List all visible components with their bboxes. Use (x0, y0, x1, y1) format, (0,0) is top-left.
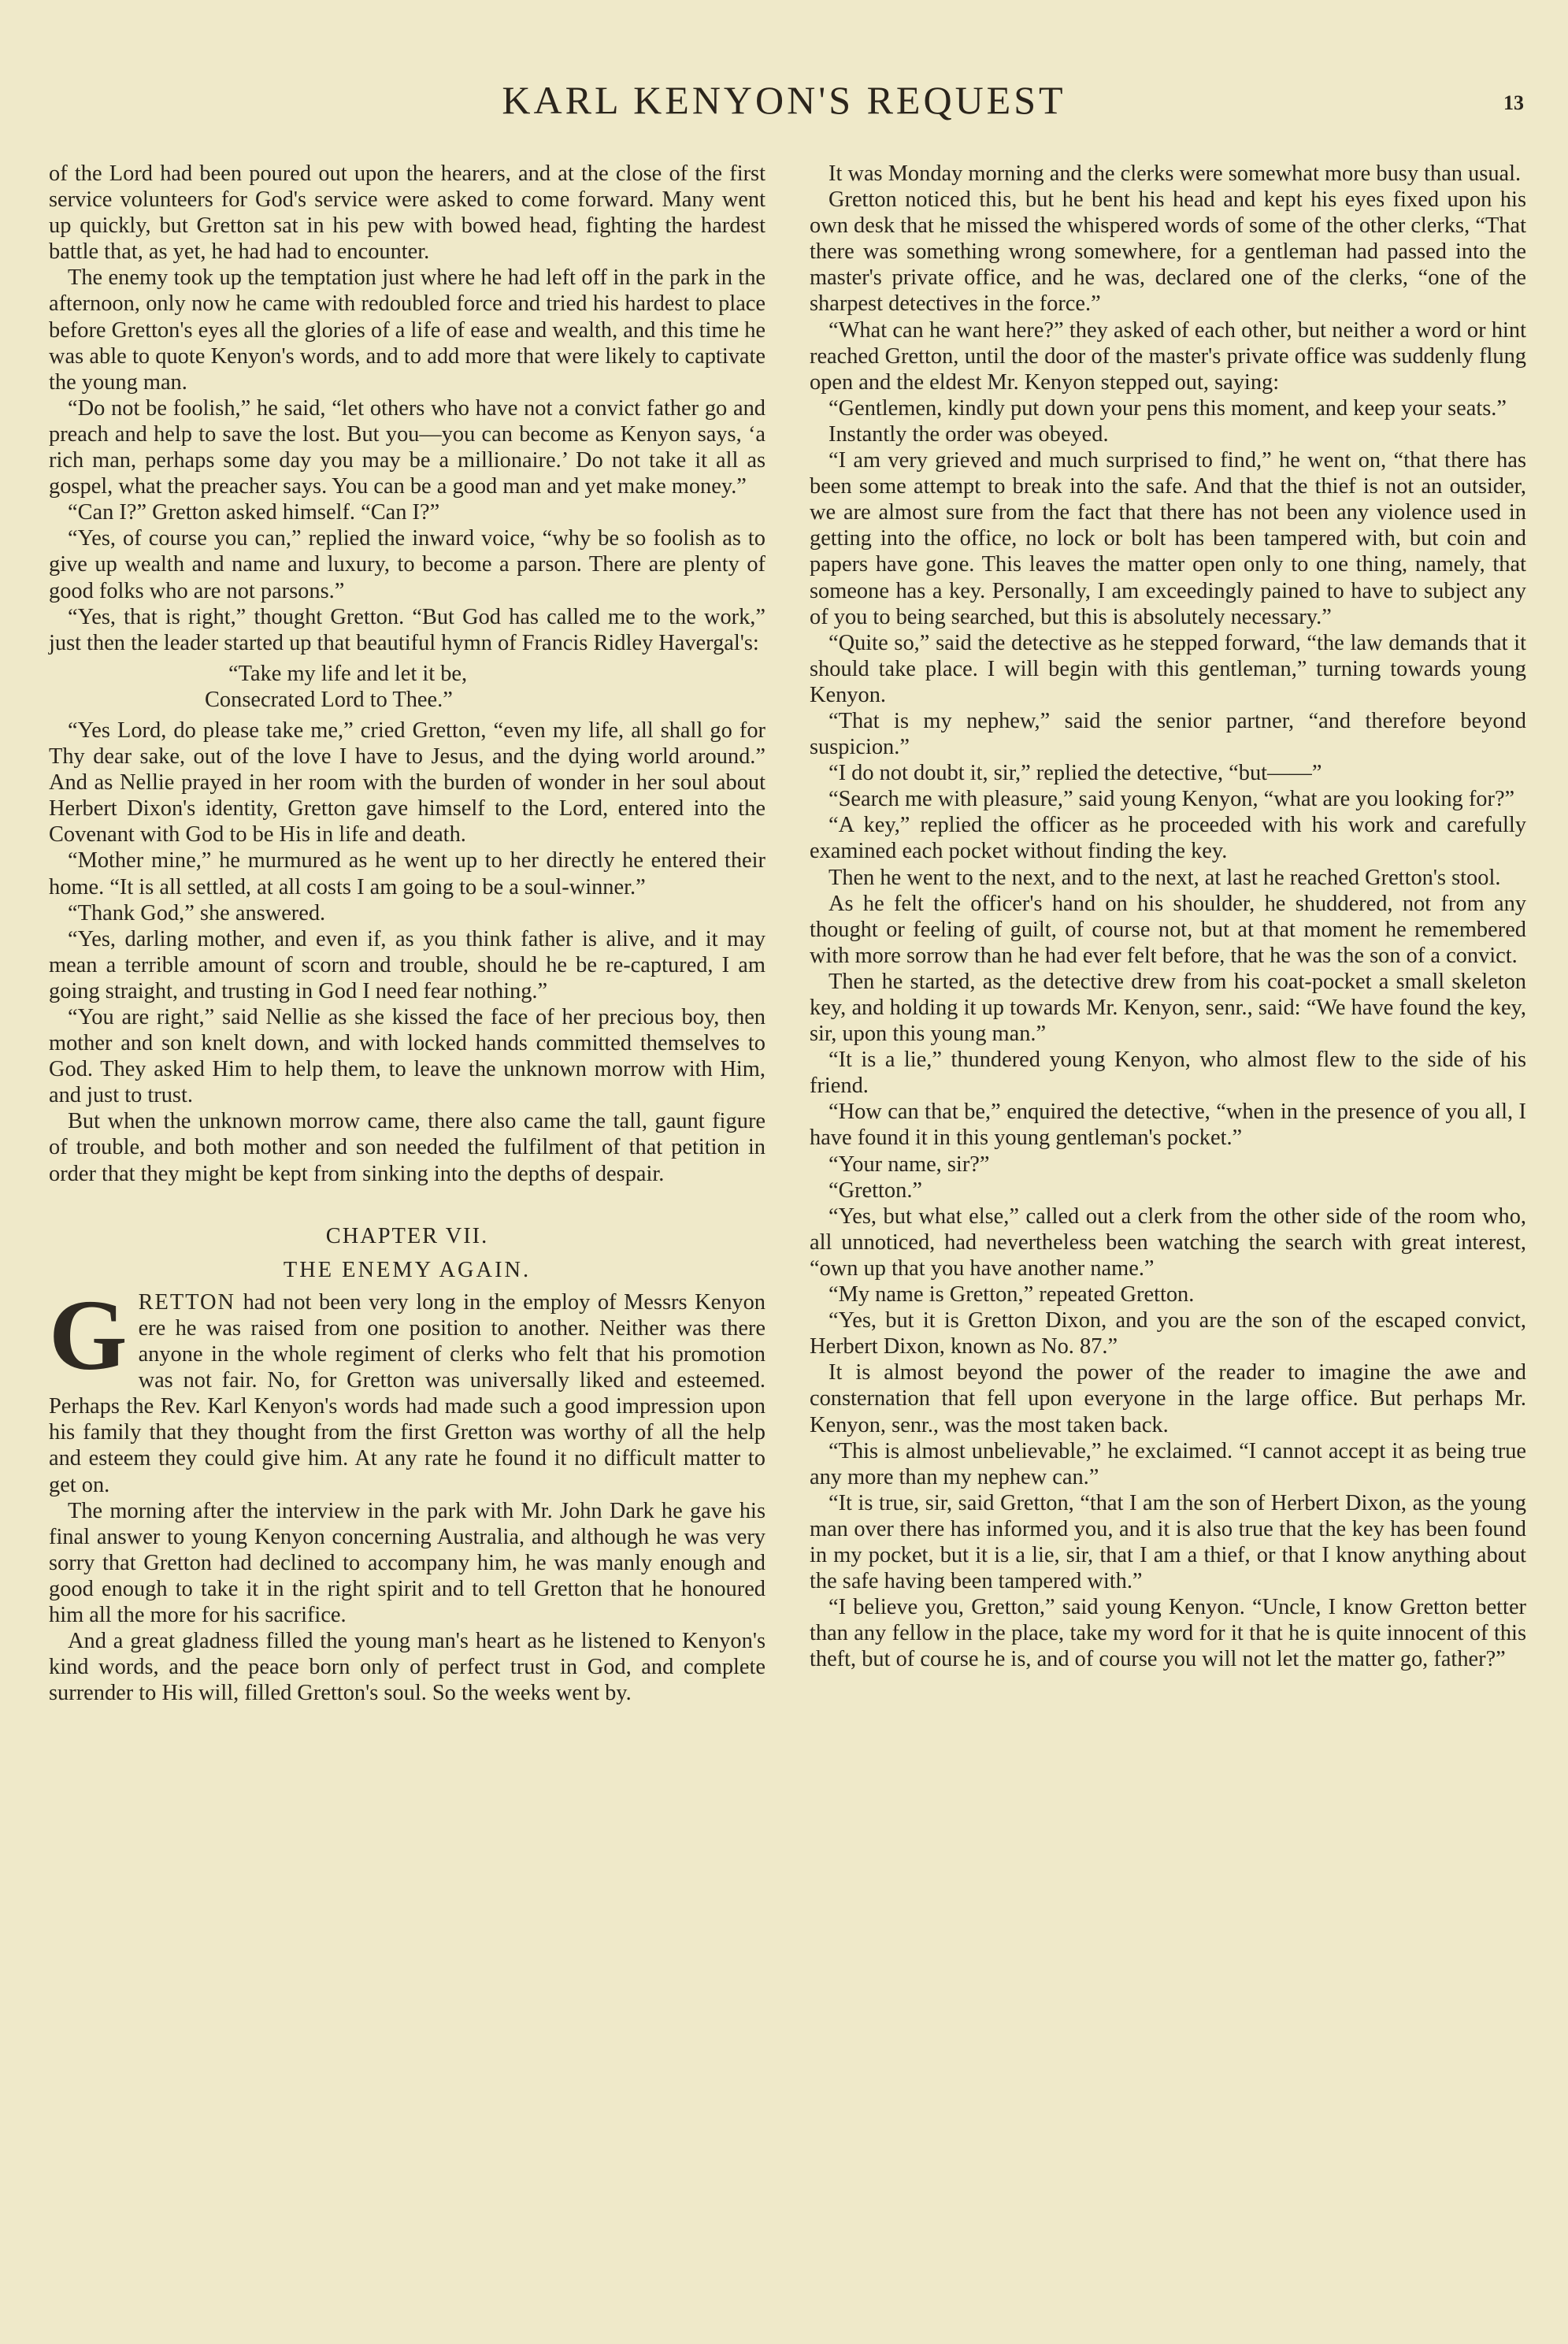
chapter-heading (49, 1223, 765, 1283)
paragraph: “Your name, sir?” (828, 1152, 990, 1177)
paragraph: “It is a lie,” thundered young Kenyon, who almost flew to the side of his friend. (810, 1048, 1526, 1099)
verse-line: Consecrated Lord to Thee.” (205, 687, 453, 712)
paragraph: “Yes, but it is Gretton Dixon, and you are the son of the escaped convict, Herbert Dixon, known as No. 87.” (810, 1308, 1526, 1359)
paragraph: But when the unknown morrow came, there also came the tall, gaunt figure of trouble, and both mother and son needed the fulfilment of that petition in order that they might be kept from sinking into the depths of despair. (49, 1109, 765, 1186)
paragraph: “Gentlemen, kindly put down your pens this moment, and keep your seats.” (828, 395, 1507, 421)
paragraph: Gretton noticed this, but he bent his head and kept his eyes fixed upon his own desk that he missed the whispered words of some of the other clerks, “That there was something wrong somewhere, for a gentleman had passed into the master's private office, and he was, declared one of the clerks, “one of the sharpest detectives in the force.” (810, 187, 1526, 317)
paragraph: Then he started, as the detective drew from his coat-pocket a small skeleton key, and holding it up towards Mr. Kenyon, senr., said: “We have found the key, sir, upon this young man.” (810, 969, 1526, 1047)
page-number: 13 (1503, 91, 1524, 114)
paragraph: “Quite so,” said the detective as he stepped forward, “the law demands that it should take place. I will begin with this gentleman,” turning towards young Kenyon. (810, 630, 1526, 707)
paragraph: It was Monday morning and the clerks were somewhat more busy than usual. (828, 161, 1522, 186)
verse-line: “Take my life and let it be, (228, 661, 468, 686)
paragraph: “My name is Gretton,” repeated Gretton. (828, 1282, 1195, 1307)
paragraph: “What can he want here?” they asked of each other, but neither a word or hint reached Gretton, until the door of the master's private office was suddenly flung open and the eldest Mr. Kenyon stepped out, saying: (810, 317, 1526, 395)
paragraph: “You are right,” said Nellie as she kissed the face of her precious boy, then mother and son knelt down, and with locked hands committed themselves to God. They asked Him to help them, to leave the unknown morrow with Him, and just to trust. (49, 1005, 765, 1108)
drop-cap: G (49, 1278, 128, 1391)
paragraph: “Yes, darling mother, and even if, as you think father is alive, and it may mean a terrible amount of scorn and trouble, should he be re-captured, I am going straight, and trusting in God I need fear nothing.” (49, 926, 765, 1003)
left-column (49, 161, 765, 1706)
small-caps-word: RETTON (138, 1289, 236, 1315)
paragraph: “Do not be foolish,” he said, “let others who have not a convict father go and preach and help to save the lost. But you—you can become as Kenyon says, ‘a rich man, perhaps some day you may be a millionaire.’ Do not take it all as gospel, what the preacher says. You can be a good man and yet make money.” (49, 395, 765, 499)
paragraph: “How can that be,” enquired the detective, “when in the presence of you all, I have found it in this young gentleman's pocket.” (810, 1100, 1526, 1151)
paragraph: “Gretton.” (828, 1178, 923, 1203)
hymn-verse (49, 661, 765, 713)
paragraph: “This is almost unbelievable,” he exclaimed. “I cannot accept it as being true any more than my nephew can.” (810, 1438, 1526, 1489)
paragraph: “I do not doubt it, sir,” replied the detective, “but——” (828, 761, 1322, 786)
paragraph: As he felt the officer's hand on his shoulder, he shuddered, not from any thought or feeling of guilt, of course not, but at that moment he remembered with more sorrow than he had ever felt before, that he was the son of a convict. (810, 891, 1526, 968)
right-column (810, 161, 1526, 1672)
paragraph: The morning after the interview in the park with Mr. John Dark he gave his final answer to young Kenyon concerning Australia, and although he was very sorry that Gretton had declined to accompany him, he was manly enough and good enough to take it in the right spirit and to tell Gretton that he honoured him all the more for his sacrifice. (49, 1498, 765, 1627)
paragraph: And a great gladness filled the young man's heart as he listened to Kenyon's kind words, and the peace born only of perfect trust in God, and complete surrender to His will, filled Gretton's soul. So the weeks went by. (49, 1629, 765, 1706)
paragraph: “I am very grieved and much surprised to find,” he went on, “that there has been some attempt to break into the safe. And that the thief is not an outsider, we are almost sure from the fact that there has not been any violence used in getting into the office, no lock or bolt has been tampered with, but coin and papers have gone. This leaves the matter open only to one thing, namely, that someone has a key. Personally, I am exceedingly pained to have to subject any of you to being searched, but this is absolutely necessary.” (810, 448, 1526, 629)
paragraph: It is almost beyond the power of the reader to imagine the awe and consternation that fell upon everyone in the large office. But perhaps Mr. Kenyon, senr., was the most taken back. (810, 1360, 1526, 1437)
paragraph: The enemy took up the temptation just where he had left off in the park in the afternoon, only now he came with redoubled force and tried his hardest to place before Gretton's eyes all the glories of a life of ease and wealth, and this time he was able to quote Kenyon's words, and to add more that were likely to captivate the young man. (49, 265, 765, 395)
paragraph: “That is my nephew,” said the senior partner, “and therefore beyond suspicion.” (810, 708, 1526, 760)
paragraph: of the Lord had been poured out upon the hearers, and at the close of the first service volunteers for God's service were asked to come forward. Many went up quickly, but Gretton sat in his pew with bowed head, fighting the hardest battle that, as yet, he had had to encounter. (49, 161, 765, 265)
chapter-number: CHAPTER VII. (325, 1223, 489, 1248)
running-title: KARL KENYON'S REQUEST (502, 78, 1066, 122)
paragraph: Then he went to the next, and to the next, at last he reached Gretton's stool. (828, 865, 1501, 890)
paragraph: “Search me with pleasure,” said young Kenyon, “what are you looking for?” (828, 787, 1515, 812)
paragraph: “Thank God,” she answered. (68, 900, 326, 925)
paragraph: “Mother mine,” he murmured as he went up to her directly he entered their home. “It is all settled, at all costs I am going to be a soul-winner.” (49, 848, 765, 899)
paragraph: “A key,” replied the officer as he proceeded with his work and carefully examined each pocket without finding the key. (810, 813, 1526, 864)
paragraph: “Yes, that is right,” thought Gretton. “But God has called me to the work,” just then the leader started up that beautiful hymn of Francis Ridley Havergal's: (49, 604, 765, 655)
paragraph: “I believe you, Gretton,” said young Kenyon. “Uncle, I know Gretton better than any fellow in the place, take my word for it that he is quite innocent of this theft, but of course he is, and of course you will not let the matter go, father?” (810, 1595, 1526, 1672)
paragraph: Instantly the order was obeyed. (828, 421, 1109, 447)
paragraph: “Yes Lord, do please take me,” cried Gretton, “even my life, all shall go for Thy dear sake, out of the love I have to Jesus, and the dying world around.” And as Nellie prayed in her room with the burden of wonder in her soul about Herbert Dixon's identity, Gretton gave himself to the Lord, entered into the Covenant with God to be His in life and death. (49, 718, 765, 847)
paragraph: “Yes, of course you can,” replied the inward voice, “why be so foolish as to give up wealth and name and luxury, to become a parson. There are plenty of good folks who are not parsons.” (49, 526, 765, 603)
paragraph (49, 1278, 765, 1498)
paragraph: “It is true, sir, said Gretton, “that I am the son of Herbert Dixon, as the young man over there has informed you, and it is also true that the key has been found in my pocket, but it is a lie, sir, that I am a thief, or that I know anything about the safe having been tampered with.” (810, 1490, 1526, 1594)
paragraph: “Can I?” Gretton asked himself. “Can I?” (68, 500, 440, 525)
paragraph: “Yes, but what else,” called out a clerk from the other side of the room who, all unnoticed, had nevertheless been watching the search with great interest, “own up that you have another name.” (810, 1204, 1526, 1281)
paragraph-text: had not been very long in the employ of Messrs Kenyon ere he was raised from one position to another. Neither was there anyone in the whole regiment of clerks who felt that his promotion was not fair. No, for Gretton was universally liked and esteemed. Perhaps the Rev. Karl Kenyon's words had made such a good impression upon his family that they thought from the first Gretton was worthy of all the help and esteem they could give him. At any rate he found it no difficult matter to get on. (49, 1289, 765, 1497)
page-header (0, 77, 1568, 129)
chapter-title: THE ENEMY AGAIN. (283, 1257, 532, 1282)
